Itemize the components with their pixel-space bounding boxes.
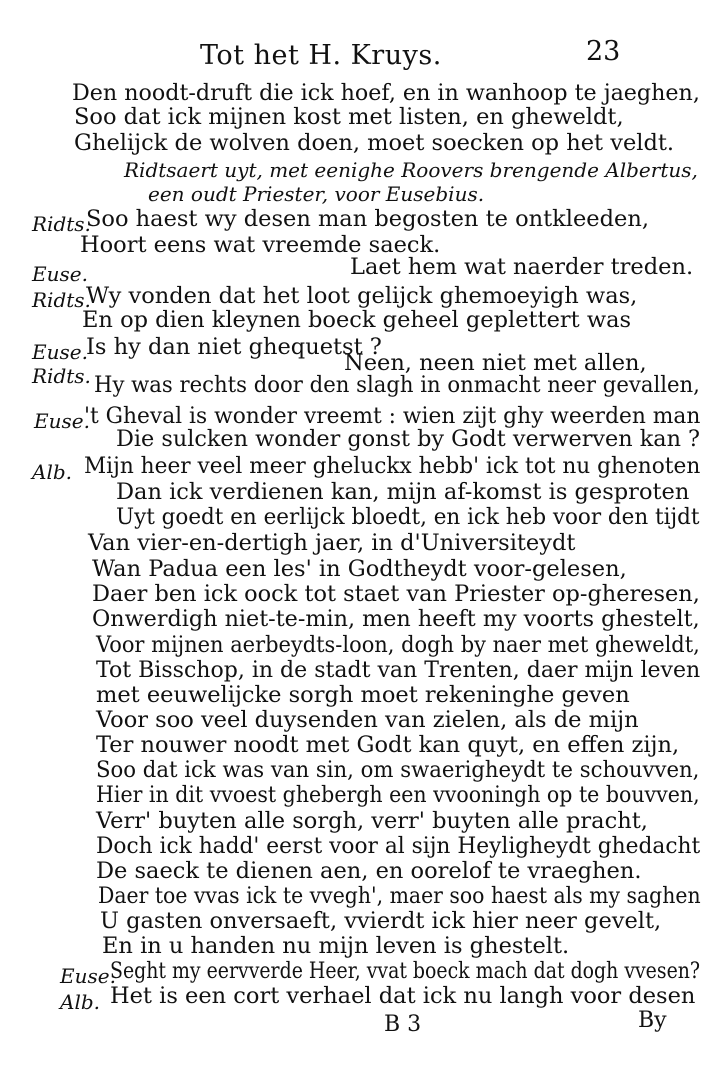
verse-line: Die sulcken wonder gonst by Godt verwerven kan ? <box>116 426 701 452</box>
verse-line: Soo dat ick mijnen kost met listen, en gheweldt, <box>74 104 624 130</box>
verse-line: Seght my eervverde Heer, vvat boeck mach dat dogh vvesen? <box>110 958 701 984</box>
verse-line: Daer toe vvas ick te vvegh', maer soo haest als my saghen <box>98 883 701 909</box>
speaker-label: Euse. <box>34 409 90 433</box>
verse-line: Ghelijck de wolven doen, moet soecken op het veldt. <box>74 130 675 156</box>
verse-line: Is hy dan niet ghequetst ? <box>86 334 382 360</box>
page-number: 23 <box>586 36 621 67</box>
speaker-label: Euse. <box>60 964 116 988</box>
verse-line: U gasten onversaeft, vvierdt ick hier neer gevelt, <box>100 908 662 934</box>
verse-line: Voor mijnen aerbeydts-loon, dogh by naer met gheweldt, <box>96 632 700 658</box>
verse-line: Den noodt-druft die ick hoef, en in wanhoop te jaeghen, <box>72 80 700 106</box>
verse-line: Het is een cort verhael dat ick nu langh voor desen <box>110 983 696 1009</box>
verse-line: Verr' buyten alle sorgh, verr' buyten alle pracht, <box>96 808 648 834</box>
verse-line: Uyt goedt en eerlijck bloedt, en ick heb voor den tijdt <box>116 504 700 530</box>
verse-line: Hy was rechts door den slagh in onmacht neer gevallen, <box>94 372 700 398</box>
speaker-label: Ridts. <box>32 212 91 236</box>
verse-line: Hoort eens wat vreemde saeck. <box>80 232 441 258</box>
verse-line: Mijn heer veel meer gheluckx hebb' ick tot nu ghenoten <box>84 453 701 479</box>
verse-line: met eeuwelijcke sorgh moet rekeninghe geven <box>96 682 630 708</box>
speaker-label: Alb. <box>60 990 100 1014</box>
verse-line: Onwerdigh niet-te-min, men heeft my voorts ghestelt, <box>92 606 700 632</box>
speaker-label: Euse. <box>32 340 88 364</box>
verse-line: Wan Padua een les' in Godtheydt voor-gelesen, <box>92 556 627 582</box>
verse-line: Ter nouwer noodt met Godt kan quyt, en effen zijn, <box>96 732 680 758</box>
verse-line: Laet hem wat naerder treden. <box>350 254 694 280</box>
verse-line: Dan ick verdienen kan, mijn af-komst is gesproten <box>116 479 690 505</box>
verse-line: En in u handen nu mijn leven is ghestelt. <box>102 933 570 959</box>
speaker-label: Ridts. <box>32 364 91 388</box>
stage-direction: Ridtsaert uyt, met eenighe Roovers brengende Albertus, <box>124 158 698 182</box>
verse-line: Wy vonden dat het loot gelijck ghemoeyigh was, <box>86 283 638 309</box>
verse-line: Neen, neen niet met allen, <box>344 350 647 376</box>
verse-line: Soo haest wy desen man begosten te ontkleeden, <box>86 206 649 232</box>
verse-line: Hier in dit vvoest ghebergh een vvooningh op te bouvven, <box>96 782 700 808</box>
verse-line: 't Gheval is wonder vreemt : wien zijt ghy weerden man <box>84 403 701 429</box>
verse-line: De saeck te dienen aen, en oorelof te vraeghen. <box>96 858 642 884</box>
verse-line: Van vier-en-dertigh jaer, in d'Universiteydt <box>88 530 576 556</box>
catchword: By <box>638 1008 667 1033</box>
verse-line: Doch ick hadd' eerst voor al sijn Heyligheydt ghedacht <box>96 833 701 859</box>
verse-line: Daer ben ick oock tot staet van Priester op-gheresen, <box>92 581 700 607</box>
stage-direction: een oudt Priester, voor Eusebius. <box>148 182 485 206</box>
verse-line: Voor soo veel duysenden van zielen, als de mijn <box>96 707 639 733</box>
speaker-label: Alb. <box>32 460 72 484</box>
speaker-label: Ridts. <box>32 288 91 312</box>
running-head: Tot het H. Kruys. <box>200 40 442 71</box>
verse-line: En op dien kleynen boeck geheel geplettert was <box>82 307 632 333</box>
signature-mark: B 3 <box>384 1012 422 1037</box>
verse-line: Tot Bisschop, in de stadt van Trenten, daer mijn leven <box>96 657 701 683</box>
speaker-label: Euse. <box>32 262 88 286</box>
verse-line: Soo dat ick was van sin, om swaerigheydt te schouvven, <box>96 757 700 783</box>
